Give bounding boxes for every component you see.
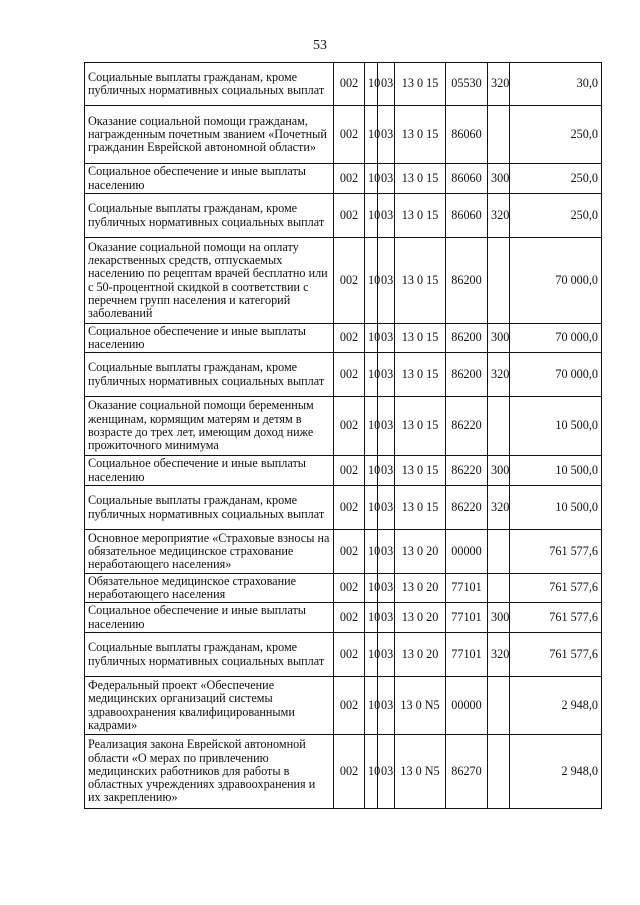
subsection-code: 03	[378, 530, 395, 574]
budget-item-name: Социальное обеспечение и иные выплаты населению	[85, 603, 334, 633]
section-code: 10	[365, 397, 378, 456]
section-code: 10	[365, 486, 378, 530]
subsection-code: 03	[378, 603, 395, 633]
expense-type-code	[488, 677, 510, 735]
grbs-code: 002	[334, 106, 365, 164]
expense-type-code	[488, 735, 510, 809]
subsection-code: 03	[378, 238, 395, 324]
budget-item-name: Социальное обеспечение и иные выплаты населению	[85, 456, 334, 486]
target-article-program: 13 0 15	[395, 164, 446, 194]
target-article-direction: 86060	[446, 194, 488, 238]
expense-type-code: 300	[488, 324, 510, 353]
target-article-direction: 86270	[446, 735, 488, 809]
budget-item-name: Социальные выплаты гражданам, кроме публичных нормативных социальных выплат	[85, 353, 334, 397]
expense-type-code: 320	[488, 194, 510, 238]
expense-type-code: 320	[488, 353, 510, 397]
amount: 250,0	[510, 194, 602, 238]
subsection-code: 03	[378, 194, 395, 238]
amount: 2 948,0	[510, 735, 602, 809]
target-article-program: 13 0 15	[395, 353, 446, 397]
budget-item-name: Реализация закона Еврейской автономной области «О мерах по привлечению медицинских работников для работы в областных учреждениях здравоохранения и их закреплению»	[85, 735, 334, 809]
target-article-program: 13 0 N5	[395, 735, 446, 809]
grbs-code: 002	[334, 63, 365, 106]
table-row	[85, 530, 602, 574]
expense-type-code	[488, 397, 510, 456]
table-row	[85, 603, 602, 633]
target-article-program: 13 0 15	[395, 486, 446, 530]
grbs-code: 002	[334, 530, 365, 574]
budget-item-name: Социальные выплаты гражданам, кроме публичных нормативных социальных выплат	[85, 486, 334, 530]
grbs-code: 002	[334, 164, 365, 194]
subsection-code: 03	[378, 574, 395, 603]
amount: 10 500,0	[510, 486, 602, 530]
section-code: 10	[365, 677, 378, 735]
target-article-direction: 77101	[446, 603, 488, 633]
table-row	[85, 63, 602, 106]
section-code: 10	[365, 353, 378, 397]
target-article-program: 13 0 20	[395, 633, 446, 677]
target-article-program: 13 0 15	[395, 456, 446, 486]
page-number: 53	[313, 38, 327, 53]
amount: 761 577,6	[510, 603, 602, 633]
section-code: 10	[365, 735, 378, 809]
target-article-program: 13 0 20	[395, 530, 446, 574]
grbs-code: 002	[334, 324, 365, 353]
target-article-direction: 77101	[446, 633, 488, 677]
section-code: 10	[365, 574, 378, 603]
subsection-code: 03	[378, 677, 395, 735]
amount: 250,0	[510, 164, 602, 194]
budget-item-name: Федеральный проект «Обеспечение медицинских организаций системы здравоохранения квалифицированными кадрами»	[85, 677, 334, 735]
grbs-code: 002	[334, 735, 365, 809]
expense-type-code	[488, 238, 510, 324]
expense-type-code: 320	[488, 486, 510, 530]
section-code: 10	[365, 324, 378, 353]
grbs-code: 002	[334, 677, 365, 735]
subsection-code: 03	[378, 397, 395, 456]
budget-item-name: Социальные выплаты гражданам, кроме публичных нормативных социальных выплат	[85, 63, 334, 106]
section-code: 10	[365, 456, 378, 486]
amount: 70 000,0	[510, 324, 602, 353]
target-article-direction: 86220	[446, 486, 488, 530]
subsection-code: 03	[378, 486, 395, 530]
table-row	[85, 353, 602, 397]
subsection-code: 03	[378, 164, 395, 194]
expense-type-code: 300	[488, 603, 510, 633]
target-article-program: 13 0 15	[395, 397, 446, 456]
section-code: 10	[365, 106, 378, 164]
expense-type-code	[488, 106, 510, 164]
target-article-program: 13 0 15	[395, 194, 446, 238]
grbs-code: 002	[334, 574, 365, 603]
table-row	[85, 397, 602, 456]
target-article-direction: 86200	[446, 353, 488, 397]
budget-item-name: Социальные выплаты гражданам, кроме публичных нормативных социальных выплат	[85, 194, 334, 238]
table-row	[85, 456, 602, 486]
section-code: 10	[365, 63, 378, 106]
target-article-direction: 77101	[446, 574, 488, 603]
section-code: 10	[365, 194, 378, 238]
amount: 10 500,0	[510, 456, 602, 486]
target-article-direction: 86200	[446, 324, 488, 353]
table-row	[85, 574, 602, 603]
budget-item-name: Основное мероприятие «Страховые взносы на обязательное медицинское страхование неработающего населения»	[85, 530, 334, 574]
budget-item-name: Социальное обеспечение и иные выплаты населению	[85, 324, 334, 353]
table-row	[85, 106, 602, 164]
budget-item-name: Социальные выплаты гражданам, кроме публичных нормативных социальных выплат	[85, 633, 334, 677]
subsection-code: 03	[378, 63, 395, 106]
target-article-direction: 86200	[446, 238, 488, 324]
amount: 70 000,0	[510, 353, 602, 397]
table-row	[85, 486, 602, 530]
expense-type-code	[488, 530, 510, 574]
target-article-direction: 00000	[446, 530, 488, 574]
amount: 761 577,6	[510, 530, 602, 574]
amount: 30,0	[510, 63, 602, 106]
table-row	[85, 194, 602, 238]
expense-type-code: 320	[488, 633, 510, 677]
target-article-direction: 86220	[446, 456, 488, 486]
table-row	[85, 735, 602, 809]
section-code: 10	[365, 530, 378, 574]
target-article-program: 13 0 20	[395, 603, 446, 633]
target-article-direction: 05530	[446, 63, 488, 106]
amount: 761 577,6	[510, 574, 602, 603]
amount: 761 577,6	[510, 633, 602, 677]
table-row	[85, 633, 602, 677]
budget-table-body	[85, 63, 602, 809]
amount: 2 948,0	[510, 677, 602, 735]
expense-type-code	[488, 574, 510, 603]
target-article-program: 13 0 15	[395, 238, 446, 324]
amount: 250,0	[510, 106, 602, 164]
target-article-program: 13 0 15	[395, 106, 446, 164]
section-code: 10	[365, 633, 378, 677]
expense-type-code: 300	[488, 164, 510, 194]
section-code: 10	[365, 603, 378, 633]
expense-type-code: 320	[488, 63, 510, 106]
table-row	[85, 238, 602, 324]
target-article-direction: 86060	[446, 164, 488, 194]
subsection-code: 03	[378, 456, 395, 486]
grbs-code: 002	[334, 353, 365, 397]
target-article-program: 13 0 N5	[395, 677, 446, 735]
target-article-program: 13 0 15	[395, 324, 446, 353]
budget-item-name: Обязательное медицинское страхование неработающего населения	[85, 574, 334, 603]
table-row	[85, 324, 602, 353]
budget-table	[84, 62, 602, 809]
table-row	[85, 677, 602, 735]
grbs-code: 002	[334, 397, 365, 456]
budget-item-name: Оказание социальной помощи беременным женщинам, кормящим матерям и детям в возрасте до трех лет, имеющим доход ниже прожиточного минимума	[85, 397, 334, 456]
amount: 10 500,0	[510, 397, 602, 456]
subsection-code: 03	[378, 633, 395, 677]
target-article-direction: 86060	[446, 106, 488, 164]
budget-item-name: Оказание социальной помощи гражданам, награжденным почетным званием «Почетный гражданин Еврейской автономной области»	[85, 106, 334, 164]
section-code: 10	[365, 164, 378, 194]
expense-type-code: 300	[488, 456, 510, 486]
target-article-direction: 86220	[446, 397, 488, 456]
section-code: 10	[365, 238, 378, 324]
grbs-code: 002	[334, 603, 365, 633]
grbs-code: 002	[334, 238, 365, 324]
budget-item-name: Оказание социальной помощи на оплату лекарственных средств, отпускаемых населению по рецептам врачей бесплатно или с 50-процентной скидкой в соответствии с перечнем групп населения и категорий заболеваний	[85, 238, 334, 324]
subsection-code: 03	[378, 324, 395, 353]
target-article-program: 13 0 15	[395, 63, 446, 106]
table-row	[85, 164, 602, 194]
target-article-program: 13 0 20	[395, 574, 446, 603]
subsection-code: 03	[378, 353, 395, 397]
grbs-code: 002	[334, 486, 365, 530]
amount: 70 000,0	[510, 238, 602, 324]
grbs-code: 002	[334, 456, 365, 486]
subsection-code: 03	[378, 106, 395, 164]
grbs-code: 002	[334, 633, 365, 677]
budget-item-name: Социальное обеспечение и иные выплаты населению	[85, 164, 334, 194]
target-article-direction: 00000	[446, 677, 488, 735]
subsection-code: 03	[378, 735, 395, 809]
grbs-code: 002	[334, 194, 365, 238]
